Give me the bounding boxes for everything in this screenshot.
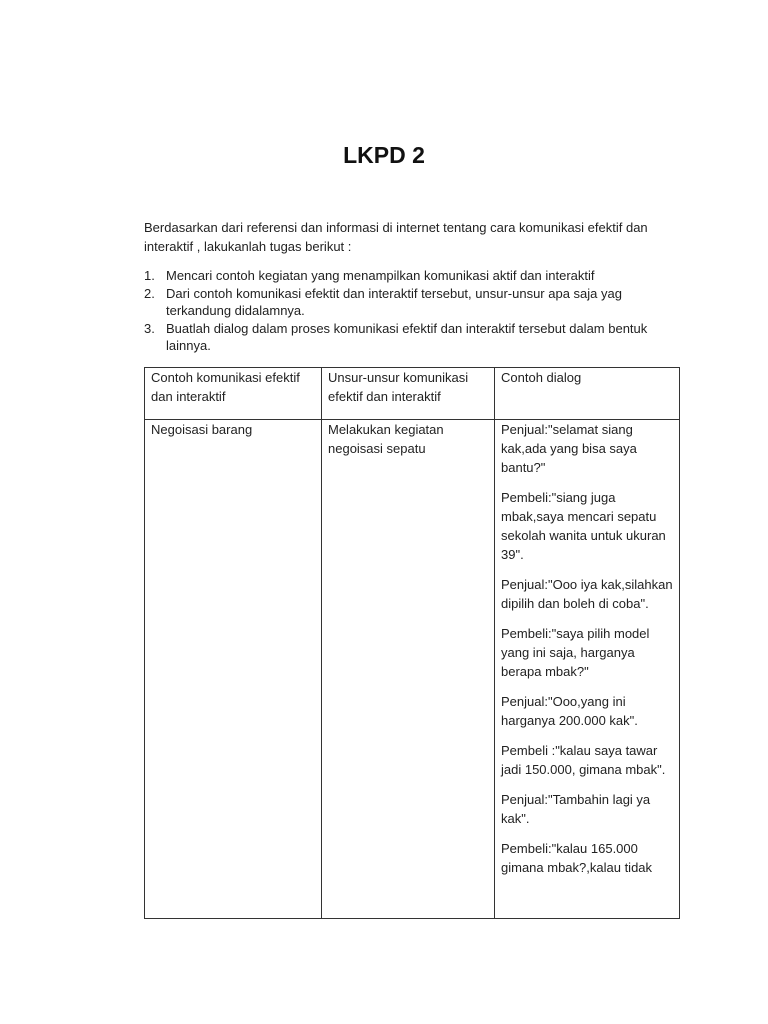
dialog-line: Penjual:"Tambahin lagi ya kak". — [501, 792, 651, 826]
task-number: 2. — [144, 285, 155, 301]
dialog-line: Penjual:"Ooo iya kak,silahkan dipilih dan boleh di coba". — [501, 577, 673, 611]
worksheet-table — [144, 367, 680, 919]
dialog-line: Pembeli:"saya pilih model yang ini saja, harganya berapa mbak?" — [501, 626, 650, 679]
table-row — [145, 420, 680, 919]
task-number: 3. — [144, 320, 155, 336]
cell-dialog — [495, 420, 680, 919]
header-cell-elements: Unsur-unsur komunikasi efektif dan interaktif — [322, 368, 495, 420]
task-item — [144, 285, 684, 320]
dialog-line: Pembeli :"kalau saya tawar jadi 150.000, gimana mbak". — [501, 743, 666, 777]
task-text: Dari contoh komunikasi efektit dan interaktif tersebut, unsur-unsur apa saja yag terkandung didalamnya. — [166, 285, 622, 318]
task-list — [144, 267, 684, 355]
page-title: LKPD 2 — [343, 142, 425, 168]
header-cell-dialog: Contoh dialog — [495, 368, 680, 420]
dialog-line: Penjual:"selamat siang kak,ada yang bisa saya bantu?" — [501, 422, 637, 475]
task-number: 1. — [144, 268, 155, 283]
dialog-line: Pembeli:"siang juga mbak,saya mencari sepatu sekolah wanita untuk ukuran 39". — [501, 490, 666, 562]
task-item — [144, 320, 684, 355]
header-cell-example: Contoh komunikasi efektif dan interaktif — [145, 368, 322, 420]
dialog-line: Penjual:"Ooo,yang ini harganya 200.000 kak". — [501, 694, 638, 728]
table-header-row — [145, 368, 680, 420]
task-text: Buatlah dialog dalam proses komunikasi efektif dan interaktif tersebut dalam bentuk lainnya. — [166, 320, 648, 353]
dialog-line: Pembeli:"kalau 165.000 gimana mbak?,kalau tidak — [501, 841, 653, 875]
cell-elements: Melakukan kegiatan negoisasi sepatu — [322, 420, 495, 919]
task-item — [144, 267, 684, 285]
intro-paragraph: Berdasarkan dari referensi dan informasi di internet tentang cara komunikasi efektif dan interaktif , lakukanlah tugas berikut : — [144, 220, 648, 254]
cell-example: Negoisasi barang — [145, 420, 322, 919]
task-text: Mencari contoh kegiatan yang menampilkan komunikasi aktif dan interaktif — [166, 268, 595, 283]
